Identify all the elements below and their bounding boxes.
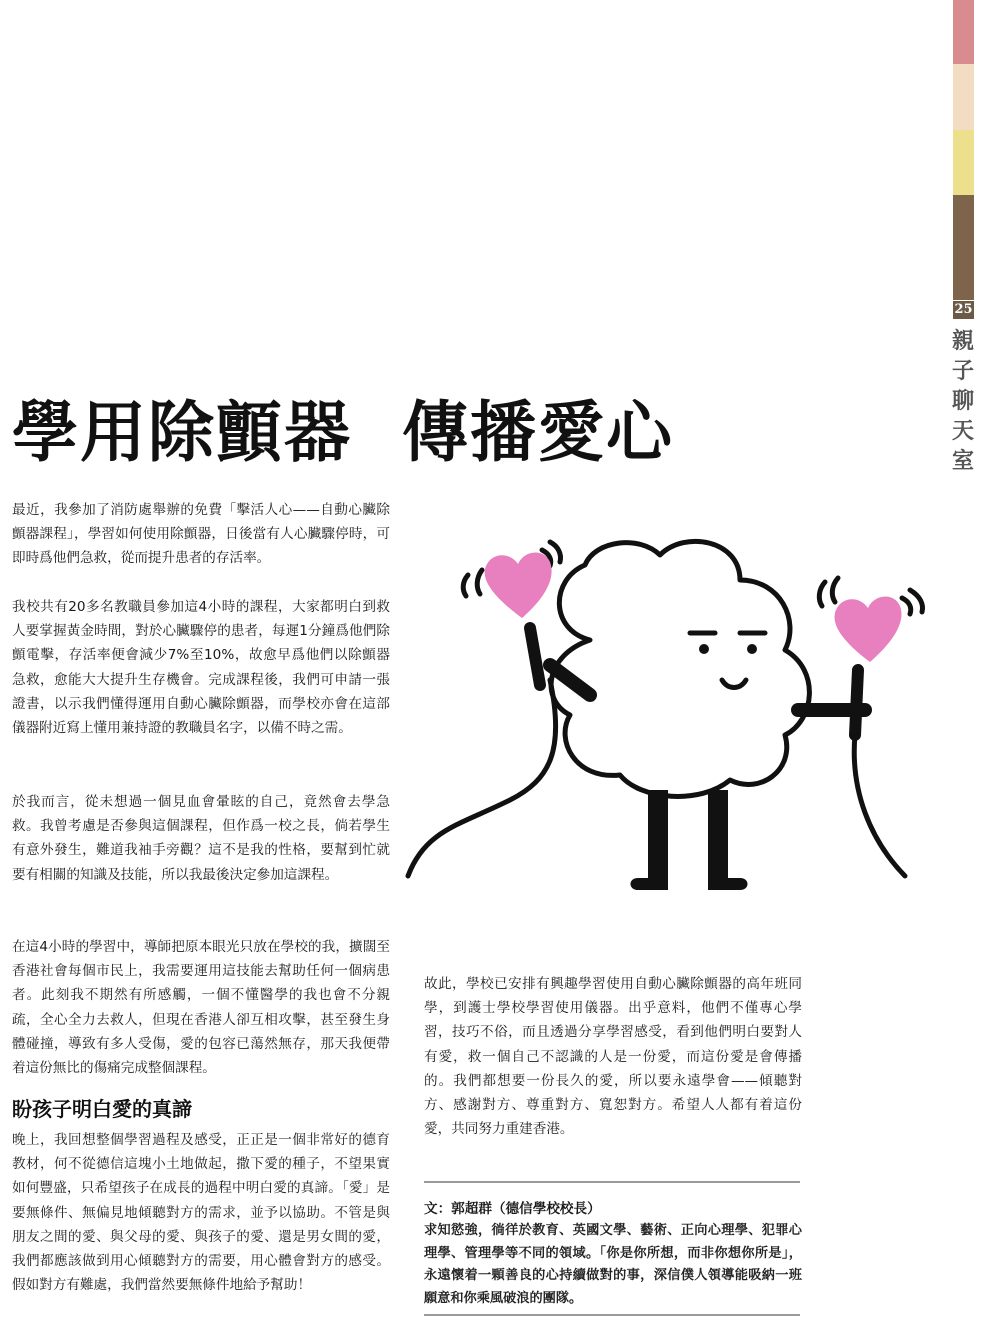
page-number: 25: [954, 302, 973, 317]
sound-mark-right-1: [819, 582, 825, 606]
tab-color-3: [953, 130, 974, 195]
author-box: [424, 1198, 802, 1310]
paragraph-3: 於我而言，從未想過一個見血會暈眩的自己，竟然會去學急救。我曾考慮是否參與這個課程，但作爲一校之長，倘若學生有意外發生，難道我袖手旁觀？這不是我的性格，要幫到忙就要有相關的知識及技能，所以我最後決定參加這課程。: [12, 794, 390, 883]
sound-mark-right-4: [902, 598, 911, 614]
left-cable: [408, 680, 556, 876]
paragraph-2: 我校共有20多名教職員參加這4小時的課程，大家都明白到救人要掌握黃金時間，對於心臟驟停的患者，每遲1分鐘爲他們除顫電擊，存活率便會減少7%至10%，故愈早爲他們以除顫器急救，愈能大大提升生存機會。完成課程後，我們可申請一張證書，以示我們懂得運用自動心臟除顫器，而學校亦會在這部儀器附近寫上懂用兼持證的教職員名字，以備不時之需。: [12, 599, 390, 737]
right-paddle-handle: [855, 670, 858, 735]
paragraph-6: 故此，學校已安排有興趣學習使用自動心臟除顫器的高年班同學，到護士學校學習使用儀器。出乎意料，他們不僅專心學習，技巧不俗，而且透過分享學習感受，看到他們明白要對人有愛，救一個自己不認識的人是一份愛，而這份愛是會傳播的。我們都想要一份長久的愛，所以要永遠學會——傾聽對方、感謝對方、尊重對方、寬恕對方。希望人人都有着這份愛，共同努力重建香港。: [424, 976, 802, 1138]
left-paddle-handle: [530, 628, 540, 685]
right-eye: [747, 644, 757, 654]
right-cable: [854, 735, 905, 876]
author-rule-bottom: [424, 1314, 800, 1316]
left-leg: [631, 790, 669, 890]
left-arm: [550, 665, 590, 695]
author-name: 文：郭超群（德信學校校長）: [424, 1201, 601, 1217]
sound-mark-left-2: [477, 570, 482, 594]
tab-color-4: [953, 195, 974, 300]
paragraph-5: 晚上，我回想整個學習過程及感受，正正是一個非常好的德育教材，何不從德信這塊小土地做起，撒下愛的種子，不望果實如何豐盛，只希望孩子在成長的過程中明白愛的真諦。「愛」是要無條件、無偏見地傾聽對方的需求，並予以協助。不管是與朋友之間的愛、與父母的愛、與孩子的愛、還是男女間的愛，我們都應該做到用心傾聽對方的需要，用心體會對方的感受。假如對方有難處，我們當然要無條件地給予幫助！: [12, 1132, 390, 1294]
smile: [722, 680, 746, 688]
right-leg: [708, 790, 748, 890]
cloud-character-illustration: [400, 520, 930, 900]
author-bio: 求知慾強，徜徉於教育、英國文學、藝術、正向心理學、犯罪心理學、管理學等不同的領域。「你是你所想，而非你想你所是」，永遠懷着一顆善良的心持續做對的事，深信僕人領導能吸納一班願意和你乘風破浪的團隊。: [424, 1223, 802, 1306]
heart-left-icon: [485, 552, 552, 618]
subheading: 盼孩子明白愛的真諦: [12, 1097, 192, 1121]
heart-right-icon: [835, 596, 902, 662]
tab-color-2: [953, 64, 974, 130]
paragraph-1: 最近，我參加了消防處舉辦的免費「擊活人心——自動心臟除顫器課程」，學習如何使用除顫器，日後當有人心臟驟停時，可即時爲他們急救，從而提升患者的存活率。: [12, 502, 390, 567]
section-title: 親子聊天室: [951, 328, 974, 474]
article-headline: 學用除顫器 傳播愛心: [12, 393, 674, 471]
paragraph-4: 在這4小時的學習中，導師把原本眼光只放在學校的我，擴闊至香港社會每個市民上，我需要運用這技能去幫助任何一個病患者。此刻我不期然有所感觸，一個不懂醫學的我也會不分親疏，全心全力去救人，但現在香港人卻互相攻擊，甚至發生身體碰撞，導致有多人受傷，愛的包容已蕩然無存，那天我便帶着這份無比的傷痛完成整個課程。: [12, 939, 390, 1077]
sound-mark-right-2: [832, 578, 838, 602]
author-rule-top: [424, 1181, 800, 1183]
cloud-body: [551, 541, 809, 796]
tab-color-1: [953, 0, 974, 64]
sound-mark-left-1: [463, 575, 468, 596]
left-eye: [699, 644, 709, 654]
